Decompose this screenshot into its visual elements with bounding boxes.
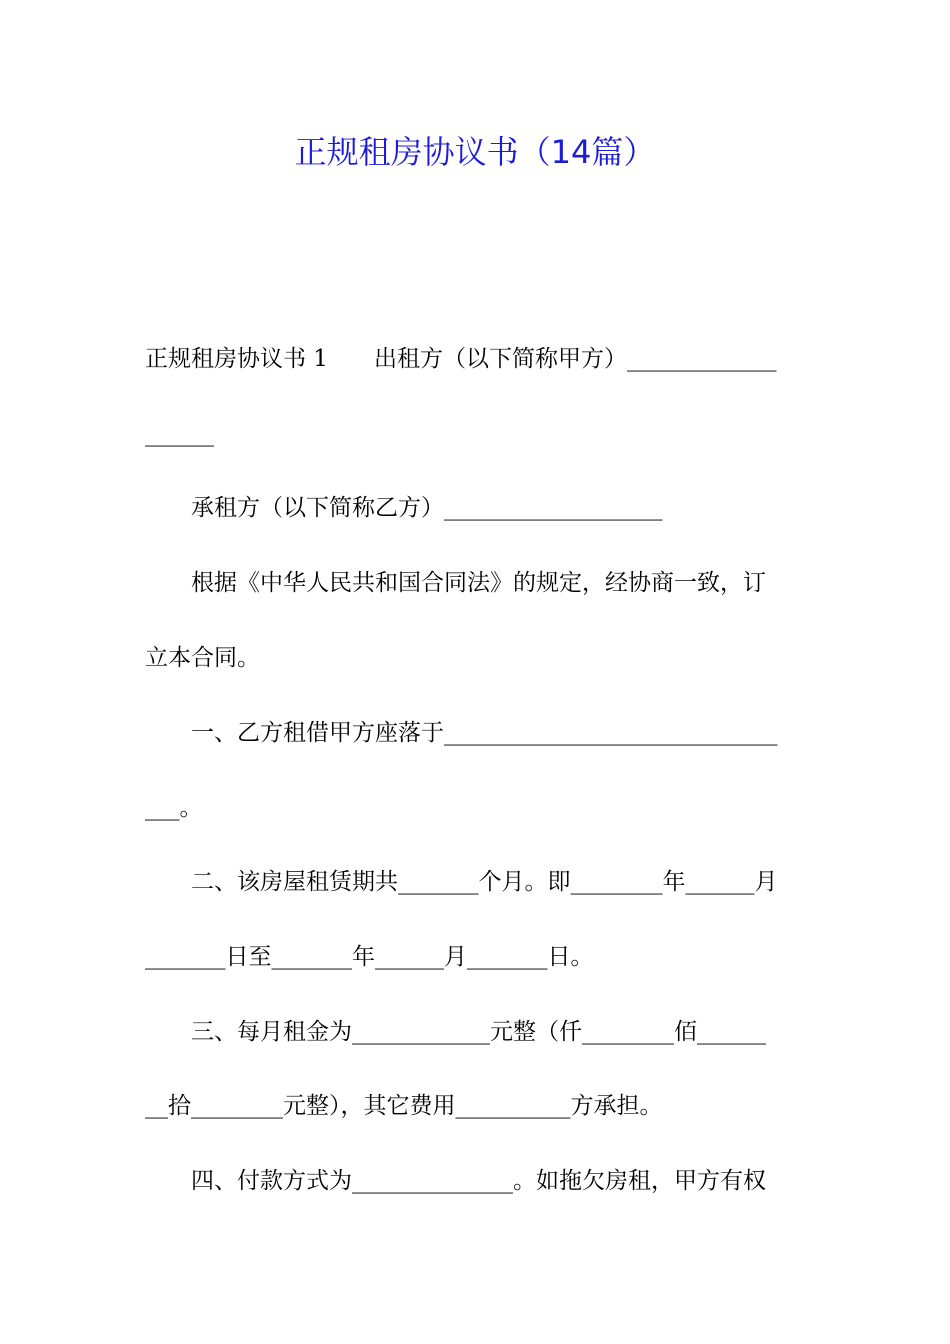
paragraph-line: 四、付款方式为______________。如拖欠房租，甲方有权 (145, 1168, 766, 1194)
paragraph-line: 立本合同。 (145, 645, 260, 671)
document-title: 正规租房协议书（14篇） (294, 133, 656, 171)
paragraph-line: 一、乙方租借甲方座落于_____________________________ (145, 720, 778, 746)
paragraph-line: 根据《中华人民共和国合同法》的规定，经协商一致，订 (145, 570, 766, 596)
paragraph-line: 正规租房协议书 1 出租方（以下简称甲方）_____________ (145, 346, 777, 372)
paragraph-line: __拾________元整），其它费用__________方承担。 (145, 1093, 663, 1119)
paragraph-line: ___。 (145, 795, 203, 821)
paragraph-line: 承租方（以下简称乙方）___________________ (145, 495, 663, 521)
paragraph-line: 三、每月租金为____________元整（仟________佰______ (145, 1019, 766, 1045)
paragraph-line: 二、该房屋租赁期共_______个月。即________年______月 (145, 869, 778, 895)
paragraph-line: ______ (145, 421, 214, 447)
paragraph-line: _______日至_______年______月_______日。 (145, 944, 594, 970)
